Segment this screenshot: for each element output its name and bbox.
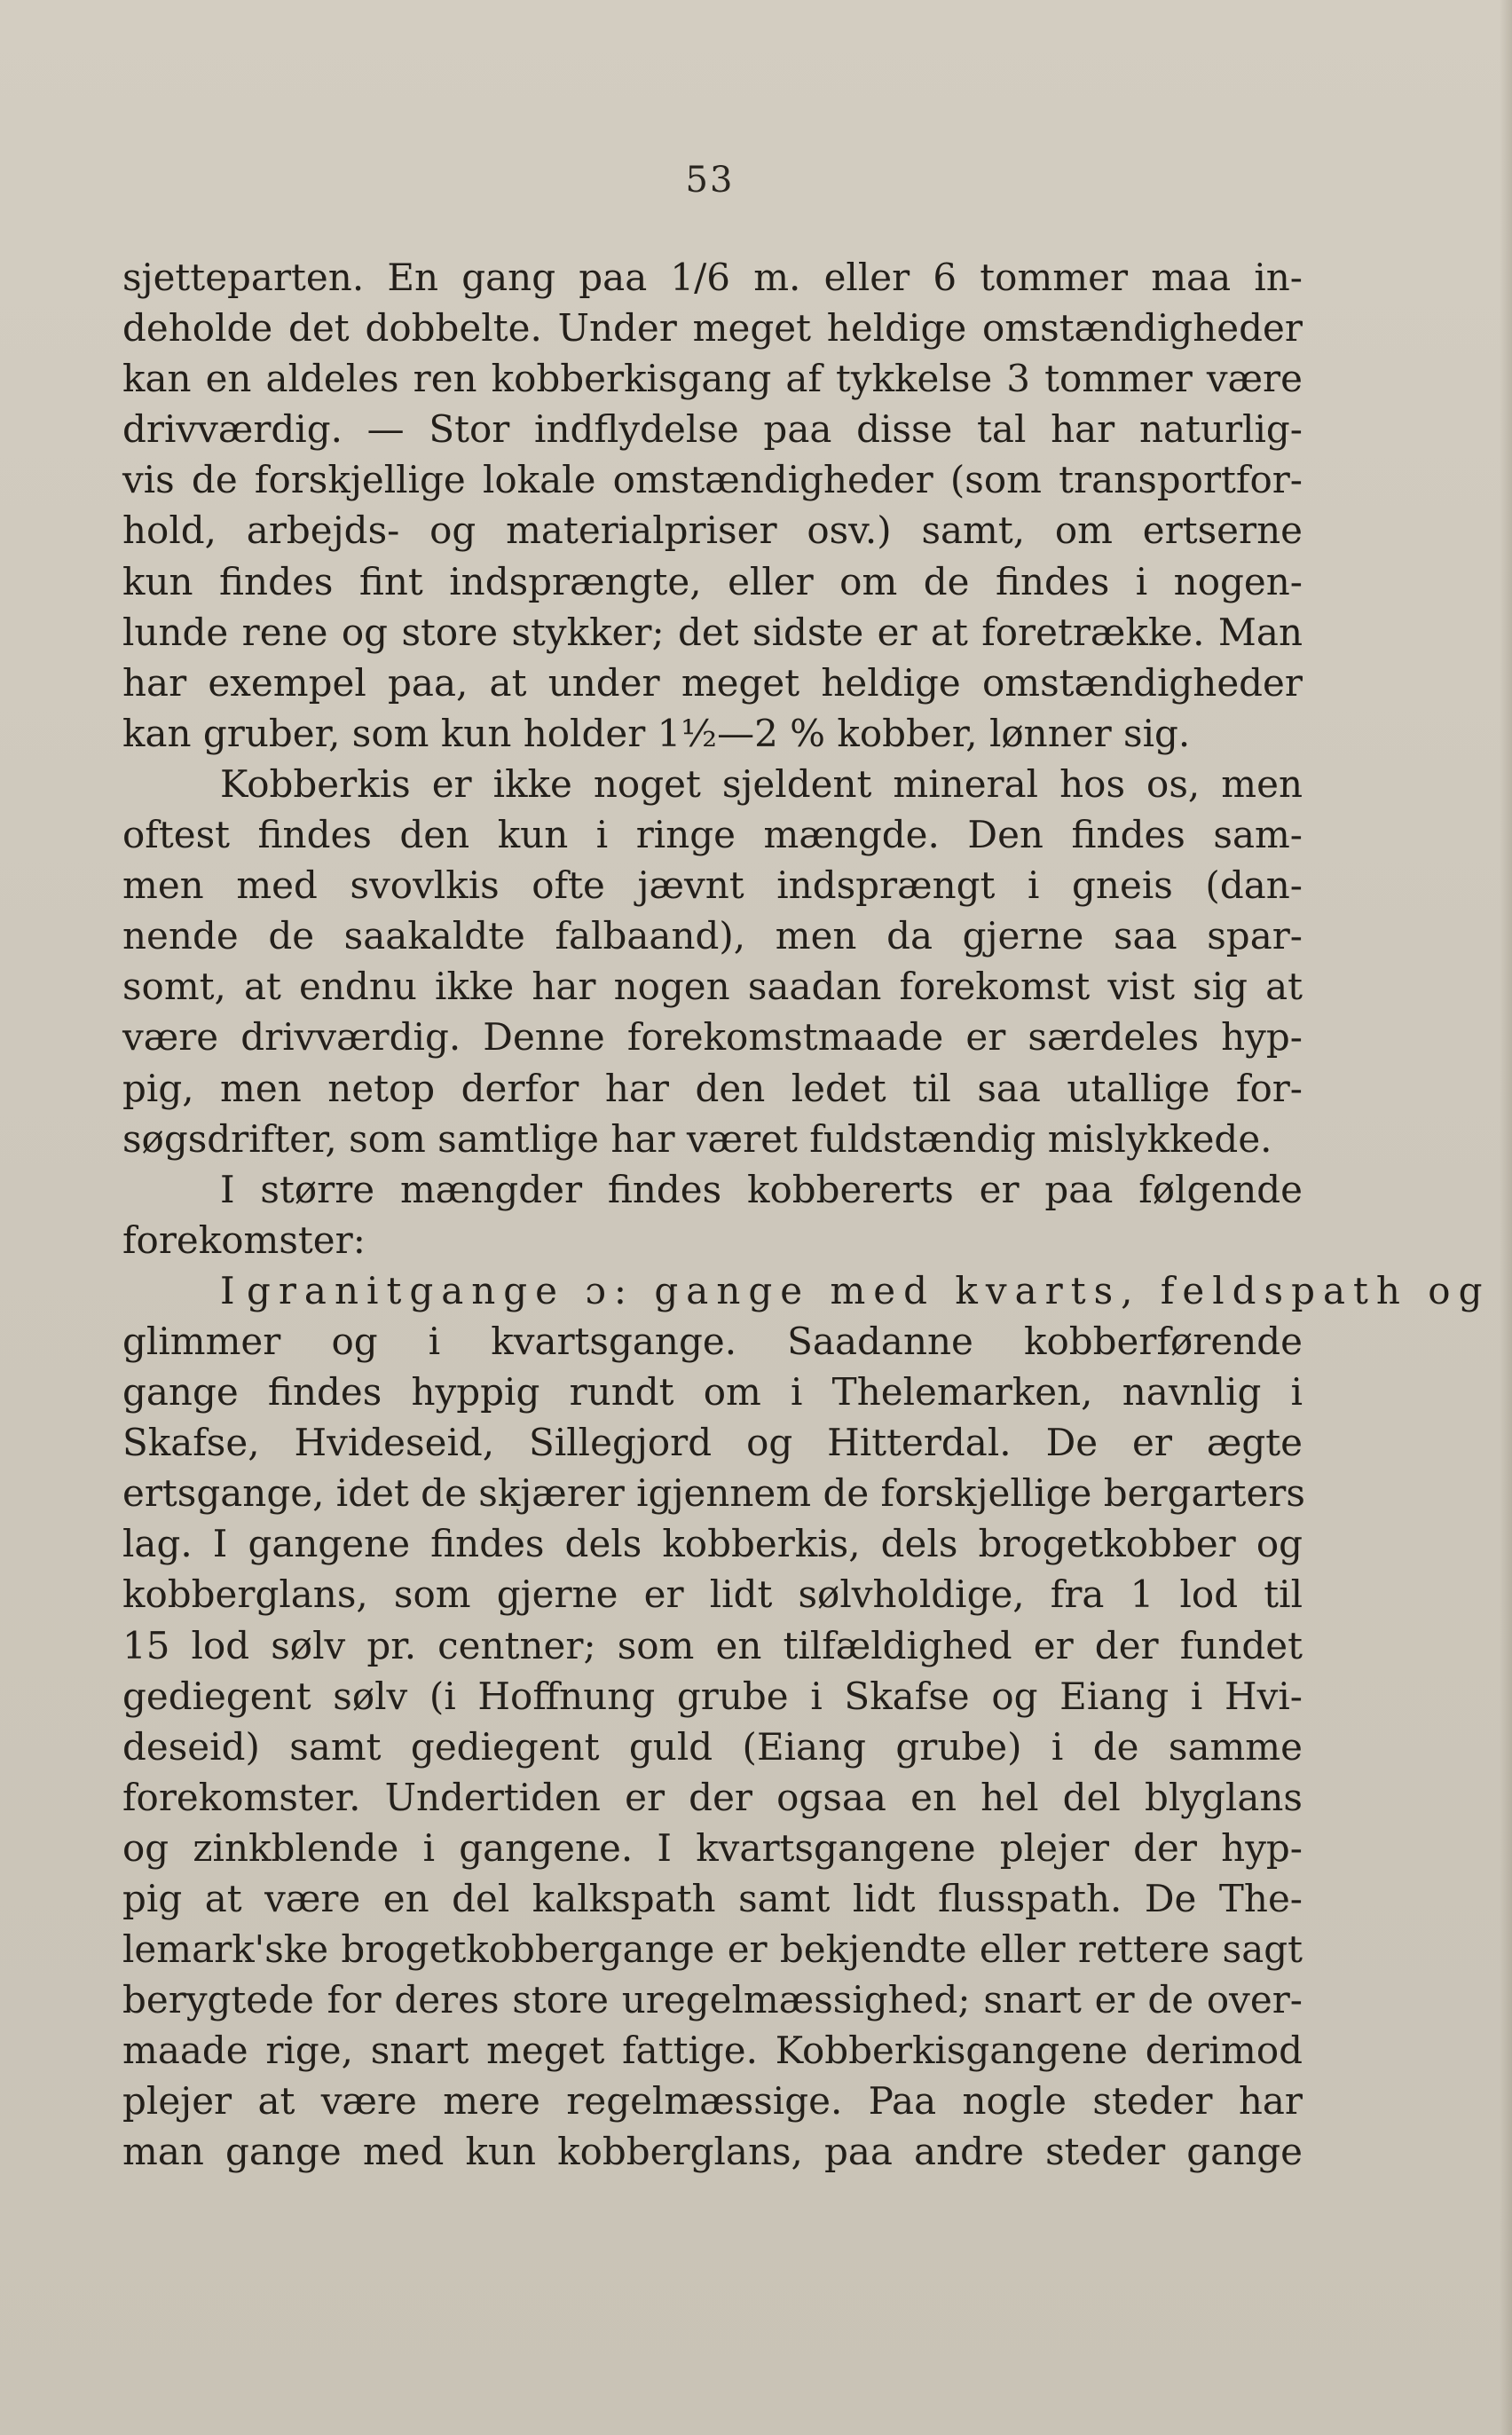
text-line: I større mængder findes kobbererts er paa følgende	[220, 1167, 1303, 1211]
text-line: glimmer og i kvartsgange. Saadanne kobberførende	[122, 1319, 1303, 1363]
text-line: ertsgange, idet de skjærer igjennem de forskjellige bergarters	[122, 1471, 1305, 1516]
text-line-spaced	[122, 1265, 1491, 1316]
text-line: somt, at endnu ikke har nogen saadan forekomst vist sig at	[122, 965, 1303, 1009]
text-line: drivværdig. — Stor indflydelse paa disse tal har naturlig-	[122, 407, 1303, 452]
text-line: lag. I gangene findes dels kobberkis, dels brogetkobber og	[122, 1522, 1303, 1566]
text-line: pig, men netop derfor har den ledet til saa utallige for-	[122, 1066, 1303, 1110]
text-line: forekomster:	[122, 1218, 366, 1262]
text-line: maade rige, snart meget fattige. Kobberkisgangene derimod	[122, 2029, 1303, 2073]
text-line: kun findes fint indsprængte, eller om de findes i nogen-	[122, 559, 1303, 603]
text-line: lunde rene og store stykker; det sidste er at foretrække. Man	[122, 610, 1303, 654]
text-line: Skafse, Hvideseid, Sillegjord og Hitterdal. De er ægte	[122, 1421, 1303, 1465]
text-line: 15 lod sølv pr. centner; som en tilfældighed er der fundet	[122, 1623, 1303, 1667]
page-number: 53	[685, 160, 735, 201]
text-line: kobberglans, som gjerne er lidt sølvholdige, fra 1 lod til	[122, 1572, 1303, 1617]
text-line: sjetteparten. En gang paa 1/6 m. eller 6 tommer maa in-	[122, 256, 1303, 299]
text-line: berygtede for deres store uregelmæssighed; snart er de over-	[122, 1978, 1303, 2022]
text-line: nende de saakaldte falbaand), men da gjerne saa spar-	[122, 914, 1303, 958]
text-line: søgsdrifter, som samtlige har været fuldstændig mislykkede.	[122, 1116, 1272, 1161]
text-line: oftest findes den kun i ringe mængde. Den findes sam-	[122, 813, 1303, 857]
line-prefix: I	[220, 1268, 247, 1312]
text-line: har exempel paa, at under meget heldige omstændigheder	[122, 660, 1303, 705]
spaced-text: granitgange ɔ: gange med kvarts, feldspath og	[246, 1268, 1491, 1312]
text-line: og zinkblende i gangene. I kvartsgangene plejer der hyp-	[122, 1825, 1303, 1870]
text-line: man gange med kun kobberglans, paa andre steder gange	[122, 2130, 1303, 2174]
text-line: gange findes hyppig rundt om i Thelemarken, navnlig i	[122, 1370, 1303, 1415]
text-line: pig at være en del kalkspath samt lidt flusspath. De The-	[122, 1877, 1303, 1920]
text-line: men med svovlkis ofte jævnt indsprængt i gneis (dan-	[122, 863, 1303, 908]
text-line: forekomster. Undertiden er der ogsaa en hel del blyglans	[122, 1775, 1303, 1819]
text-line: kan en aldeles ren kobberkisgang af tykkelse 3 tommer være	[122, 357, 1303, 401]
text-line: hold, arbejds- og materialpriser osv.) samt, om ertserne	[122, 508, 1303, 553]
text-line: lemark'ske brogetkobbergange er bekjendte eller rettere sagt	[122, 1927, 1303, 1972]
text-line: plejer at være mere regelmæssige. Paa nogle steder har	[122, 2079, 1303, 2124]
text-line: vis de forskjellige lokale omstændigheder (som transportfor-	[122, 458, 1303, 502]
text-line: Kobberkis er ikke noget sjeldent mineral hos os, men	[220, 761, 1303, 806]
text-line: kan gruber, som kun holder 1½—2 % kobber, lønner sig.	[122, 711, 1191, 755]
text-line: være drivværdig. Denne forekomstmaade er særdeles hyp-	[122, 1015, 1303, 1060]
body-text	[122, 252, 1491, 2178]
text-line: gediegent sølv (i Hoffnung grube i Skafse og Eiang i Hvi-	[122, 1674, 1303, 1718]
page-edge-shadow	[1500, 0, 1512, 2435]
text-line: deholde det dobbelte. Under meget heldige omstændigheder	[122, 306, 1303, 351]
text-line: deseid) samt gediegent guld (Eiang grube) i de samme	[122, 1724, 1303, 1769]
